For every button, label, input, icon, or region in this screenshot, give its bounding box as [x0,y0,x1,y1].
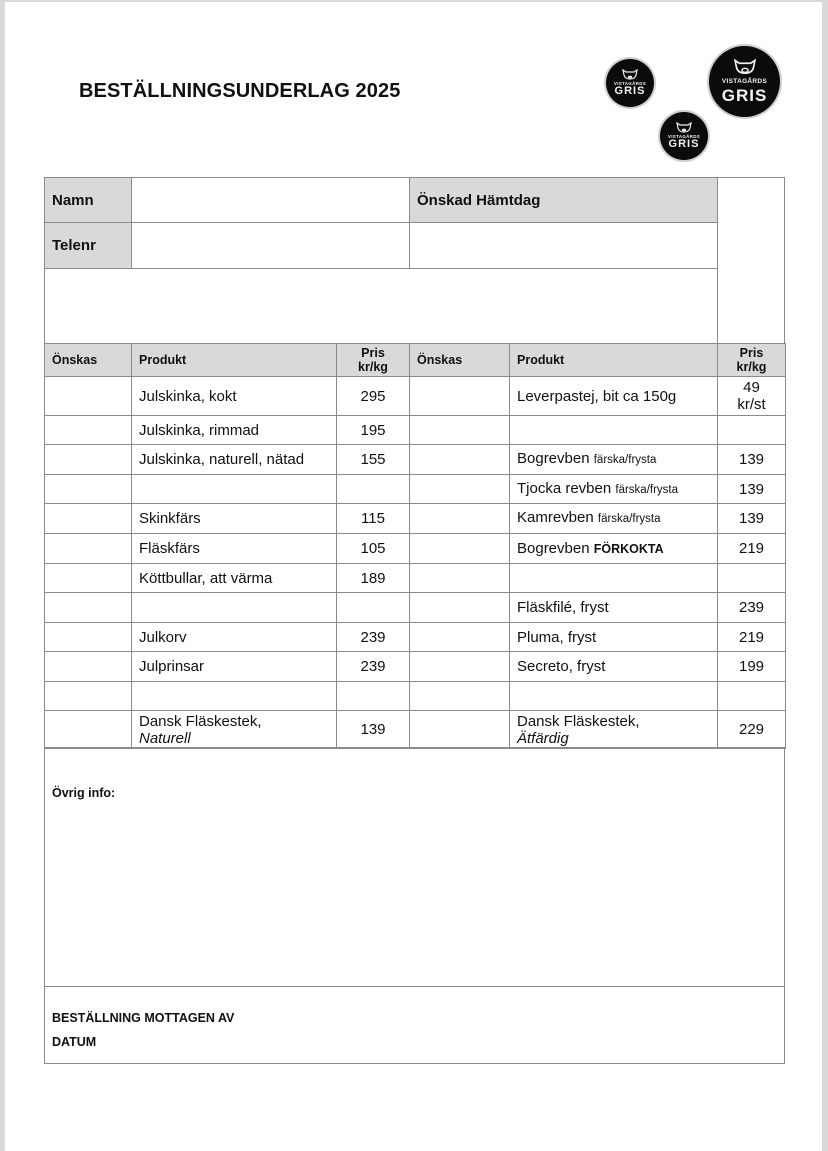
product-cell [509,651,718,682]
logo-name: GRIS [668,138,700,151]
product-cell [131,563,337,593]
product-note: färska/frysta [593,454,657,466]
product-name [139,422,259,439]
header-price-line2: kr/kg [736,360,767,374]
product-label: Bogrevben [517,539,590,557]
product-cell [131,533,337,564]
product-cell [509,503,718,534]
header-price-line2: kr/kg [358,360,388,374]
price-value [739,451,764,468]
price-cell [717,592,786,623]
price-cell [717,444,786,475]
price-amount: 239 [360,628,386,646]
name-field[interactable] [131,177,410,223]
wanted-quantity-cell[interactable] [409,503,510,534]
wanted-quantity-cell[interactable] [44,710,132,749]
product-name [517,509,661,528]
header-product: Produkt [509,343,718,377]
product-name [139,388,237,405]
pickup-date-label: Önskad Hämtdag [409,177,718,223]
product-cell [131,376,337,416]
product-cell [131,710,337,749]
price-amount: 229 [738,721,765,738]
price-cell [717,563,786,593]
price-cell [336,710,410,749]
wanted-quantity-cell[interactable] [409,444,510,475]
other-info-box[interactable] [44,747,785,987]
header-wanted: Önskas [409,343,510,377]
price-value [360,451,385,468]
price-value [361,510,385,527]
product-cell [509,563,718,593]
product-name [139,451,304,468]
price-value [739,481,764,498]
product-tag: FÖRKOKTA [593,541,664,556]
price-amount: 219 [738,628,765,646]
price-cell [717,681,786,711]
logo-brand: VISTAGÅRDS [613,80,647,86]
price-amount: 139 [360,721,386,738]
product-note: färska/frysta [615,483,679,496]
product-name [517,713,640,747]
product-cell [509,444,718,475]
product-name [517,629,596,646]
price-amount: 195 [360,421,386,439]
price-amount: 139 [738,451,765,468]
price-value [739,721,764,738]
price-cell [717,376,786,416]
price-amount: 139 [738,480,765,498]
price-cell [717,622,786,652]
wanted-quantity-cell[interactable] [409,474,510,504]
logo-small [606,59,654,107]
product-label: Tjocka revben [517,479,612,497]
product-cell [131,415,337,445]
price-value [739,599,764,616]
logo-medium [660,112,708,160]
price-amount: 155 [360,451,386,468]
price-cell [717,415,786,445]
page-title: BESTÄLLNINGSUNDERLAG 2025 [79,80,401,102]
wanted-quantity-cell[interactable] [409,592,510,623]
product-cell [509,376,718,416]
product-label: Julskinka, naturell, nätad [139,451,305,468]
product-label: Julkorv [139,628,187,646]
price-amount: 49 [743,379,760,396]
product-name [517,388,676,405]
price-value [739,510,764,527]
wanted-quantity-cell[interactable] [409,651,510,682]
product-label: Julprinsar [139,658,205,675]
price-value [360,422,385,439]
received-by-label: BESTÄLLNING MOTTAGEN AV [52,1011,235,1025]
footer-box [44,986,785,1064]
product-label: Pluma, fryst [517,628,597,646]
price-cell [336,533,410,564]
product-cell [131,444,337,475]
price-cell [336,681,410,711]
phone-field[interactable] [131,222,410,269]
product-label: Julskinka, rimmad [139,421,260,439]
wanted-quantity-cell[interactable] [44,563,132,593]
header-price [717,343,786,377]
product-name [139,510,201,527]
price-cell [336,651,410,682]
wanted-quantity-cell[interactable] [44,651,132,682]
product-cell [131,474,337,504]
price-value [737,379,765,413]
wanted-quantity-cell[interactable] [44,444,132,475]
product-cell [509,533,718,564]
pig-face-icon [621,69,639,81]
other-info-label: Övrig info: [52,786,116,800]
product-name [139,570,272,587]
price-value [739,540,764,557]
product-note: färska/frysta [597,513,661,525]
blank-area [44,268,718,344]
price-value [360,629,385,646]
product-label: Fläskfilé, fryst [517,599,609,616]
wanted-quantity-cell[interactable] [409,563,510,593]
price-amount: 115 [361,510,385,527]
price-amount: 295 [360,387,386,405]
price-amount: 239 [738,599,765,616]
product-label: Skinkfärs [139,510,201,527]
price-cell [336,444,410,475]
price-value [739,658,764,675]
date-label: DATUM [52,1035,97,1049]
product-cell [509,622,718,652]
pig-face-icon [675,122,693,134]
wanted-quantity-cell[interactable] [409,376,510,416]
product-label: Kamrevben [517,509,594,526]
price-cell [336,592,410,623]
header-product: Produkt [131,343,337,377]
price-value [360,570,385,587]
product-name [517,599,609,616]
price-cell [336,563,410,593]
blank-right-cell [717,177,785,344]
product-label: Dansk Fläskestek, [517,712,640,730]
price-cell [336,503,410,534]
header-price [336,343,410,377]
header-price-label [358,346,388,374]
price-value [360,388,385,405]
wanted-quantity-cell[interactable] [409,710,510,749]
wanted-quantity-cell[interactable] [44,474,132,504]
header-wanted: Önskas [44,343,132,377]
price-amount: 219 [738,540,765,557]
wanted-quantity-cell[interactable] [44,376,132,416]
wanted-quantity-cell[interactable] [44,533,132,564]
header-price-line1: Pris [361,346,385,360]
price-cell [717,651,786,682]
price-amount: 189 [360,569,386,587]
product-label: Köttbullar, att värma [139,569,273,587]
product-name [517,450,656,469]
wanted-quantity-cell[interactable] [409,415,510,445]
price-amount: 139 [738,510,765,527]
logo-name: GRIS [614,85,646,98]
wanted-quantity-cell[interactable] [409,533,510,564]
product-cell [131,622,337,652]
product-name [517,540,664,558]
price-cell [336,622,410,652]
product-label: Bogrevben [517,450,590,467]
header-price-line1: Pris [739,346,764,360]
price-value [739,629,764,646]
price-value [360,658,385,675]
phone-label: Telenr [44,222,132,269]
product-cell [131,592,337,623]
wanted-quantity-cell[interactable] [44,622,132,652]
wanted-quantity-cell[interactable] [409,681,510,711]
product-cell [509,592,718,623]
product-cell [509,415,718,445]
product-name [139,629,187,646]
pickup-date-field[interactable] [409,222,718,269]
price-cell [717,503,786,534]
product-label: Fläskfärs [139,540,200,557]
price-cell [336,376,410,416]
price-cell [336,474,410,504]
price-cell [717,533,786,564]
price-cell [717,474,786,504]
product-cell [509,710,718,749]
price-value [360,721,385,738]
product-name [517,480,678,499]
product-name [517,658,605,675]
header-price-label [737,346,767,374]
wanted-quantity-cell[interactable] [44,592,132,623]
product-name [139,713,262,747]
price-cell [717,710,786,749]
product-cell [131,503,337,534]
price-cell [336,415,410,445]
product-name [139,540,200,557]
product-label: Secreto, fryst [517,658,606,675]
wanted-quantity-cell[interactable] [44,503,132,534]
logo-brand: VISTAGÅRDS [667,133,701,139]
price-unit: kr/st [737,396,766,413]
product-label: Dansk Fläskestek, [139,712,262,730]
product-cell [509,474,718,504]
name-label: Namn [44,177,132,223]
pig-face-icon [732,59,758,76]
wanted-quantity-cell[interactable] [44,415,132,445]
price-amount: 105 [360,540,386,557]
price-value [360,540,385,557]
product-name [139,658,204,675]
wanted-quantity-cell[interactable] [409,622,510,652]
product-label: Julskinka, kokt [139,387,237,405]
product-cell [509,681,718,711]
product-variant: Ätfärdig [517,729,569,747]
product-label: Leverpastej, bit ca 150g [517,387,677,405]
logo-large [709,46,780,117]
product-cell [131,681,337,711]
logo-name: GRIS [721,85,768,105]
price-amount: 199 [738,658,765,675]
product-variant: Naturell [139,729,191,747]
price-amount: 239 [360,658,386,675]
logo-brand: VISTAGÅRDS [721,78,768,86]
product-cell [131,651,337,682]
wanted-quantity-cell[interactable] [44,681,132,711]
